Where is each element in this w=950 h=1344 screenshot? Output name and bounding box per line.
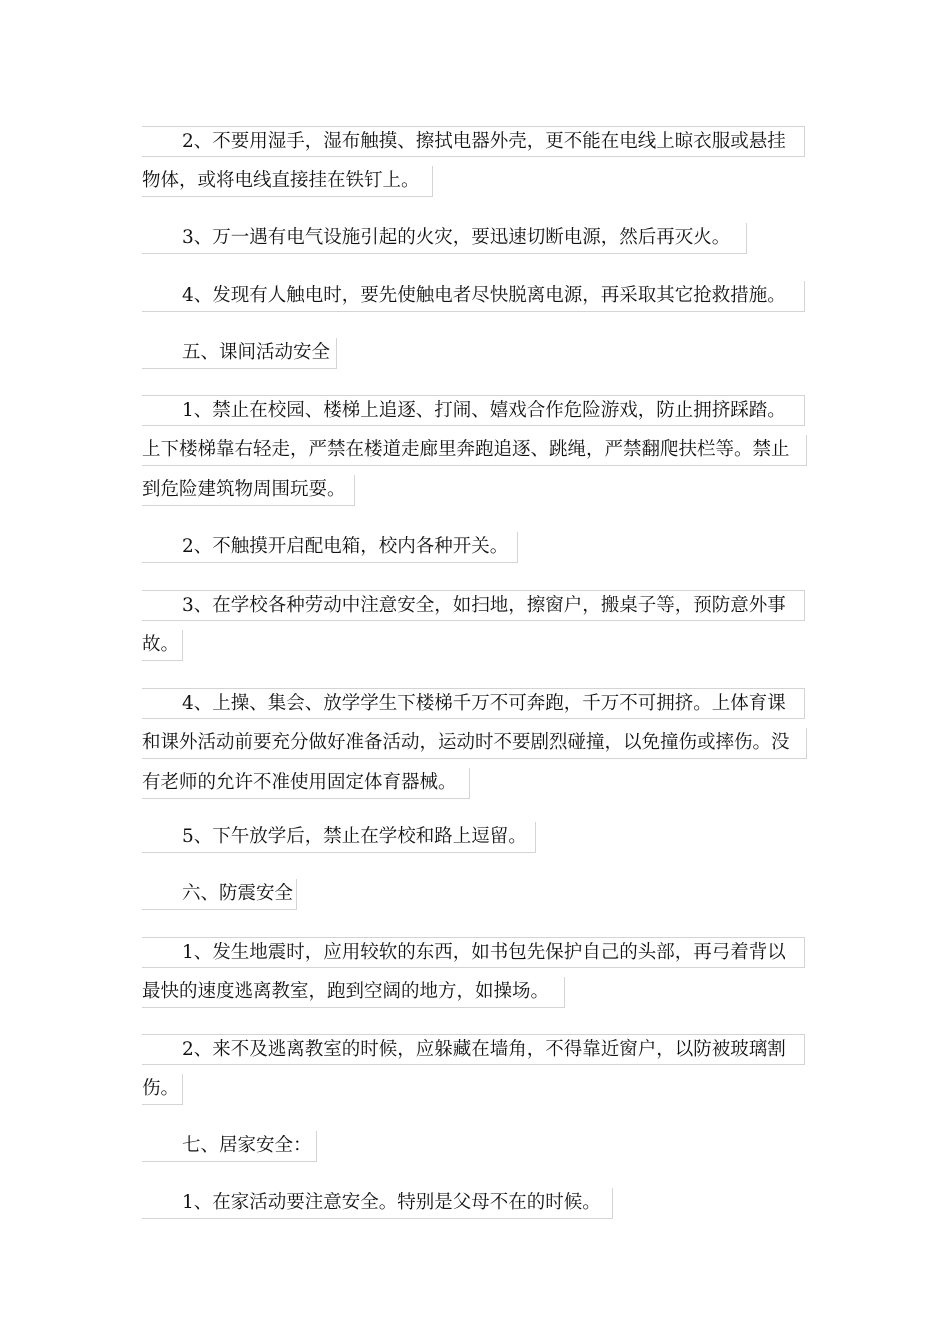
text-line: 1、禁止在校园、楼梯上追逐、打闹、嬉戏合作危险游戏，防止拥挤踩踏。 bbox=[142, 395, 805, 426]
text-line: 2、来不及逃离教室的时候，应躲藏在墙角，不得靠近窗户，以防被玻璃割 bbox=[142, 1034, 805, 1065]
text-line: 上下楼梯靠右轻走，严禁在楼道走廊里奔跑追逐、跳绳，严禁翻爬扶栏等。禁止 bbox=[142, 435, 807, 466]
text-line: 2、不要用湿手，湿布触摸、擦拭电器外壳，更不能在电线上晾衣服或悬挂 bbox=[142, 126, 805, 157]
text-line: 4、发现有人触电时，要先使触电者尽快脱离电源，再采取其它抢救措施。 bbox=[142, 281, 805, 312]
text-line: 最快的速度逃离教室，跑到空阔的地方，如操场。 bbox=[142, 977, 565, 1008]
text-line: 故。 bbox=[142, 630, 183, 661]
text-line: 3、万一遇有电气设施引起的火灾，要迅速切断电源，然后再灭火。 bbox=[142, 223, 747, 254]
heading-text: 六、防震安全 bbox=[142, 879, 297, 910]
text-line: 1、在家活动要注意安全。特别是父母不在的时候。 bbox=[142, 1188, 613, 1219]
text-line: 物体，或将电线直接挂在铁钉上。 bbox=[142, 166, 433, 197]
text-line: 伤。 bbox=[142, 1074, 183, 1105]
text-line: 有老师的允许不准使用固定体育器械。 bbox=[142, 768, 470, 799]
text-line: 和课外活动前要充分做好准备活动，运动时不要剧烈碰撞，以免撞伤或摔伤。没 bbox=[142, 728, 807, 759]
heading-text: 五、课间活动安全 bbox=[142, 338, 337, 369]
text-line: 4、上操、集会、放学学生下楼梯千万不可奔跑，千万不可拥挤。上体育课 bbox=[142, 688, 805, 719]
text-line: 3、在学校各种劳动中注意安全，如扫地，擦窗户，搬桌子等，预防意外事 bbox=[142, 590, 805, 621]
text-line: 到危险建筑物周围玩耍。 bbox=[142, 475, 355, 506]
text-line: 5、下午放学后，禁止在学校和路上逗留。 bbox=[142, 822, 536, 853]
heading-text: 七、居家安全： bbox=[142, 1131, 317, 1162]
text-line: 2、不触摸开启配电箱，校内各种开关。 bbox=[142, 532, 518, 563]
text-line: 1、发生地震时，应用较软的东西，如书包先保护自己的头部，再弓着背以 bbox=[142, 937, 805, 968]
